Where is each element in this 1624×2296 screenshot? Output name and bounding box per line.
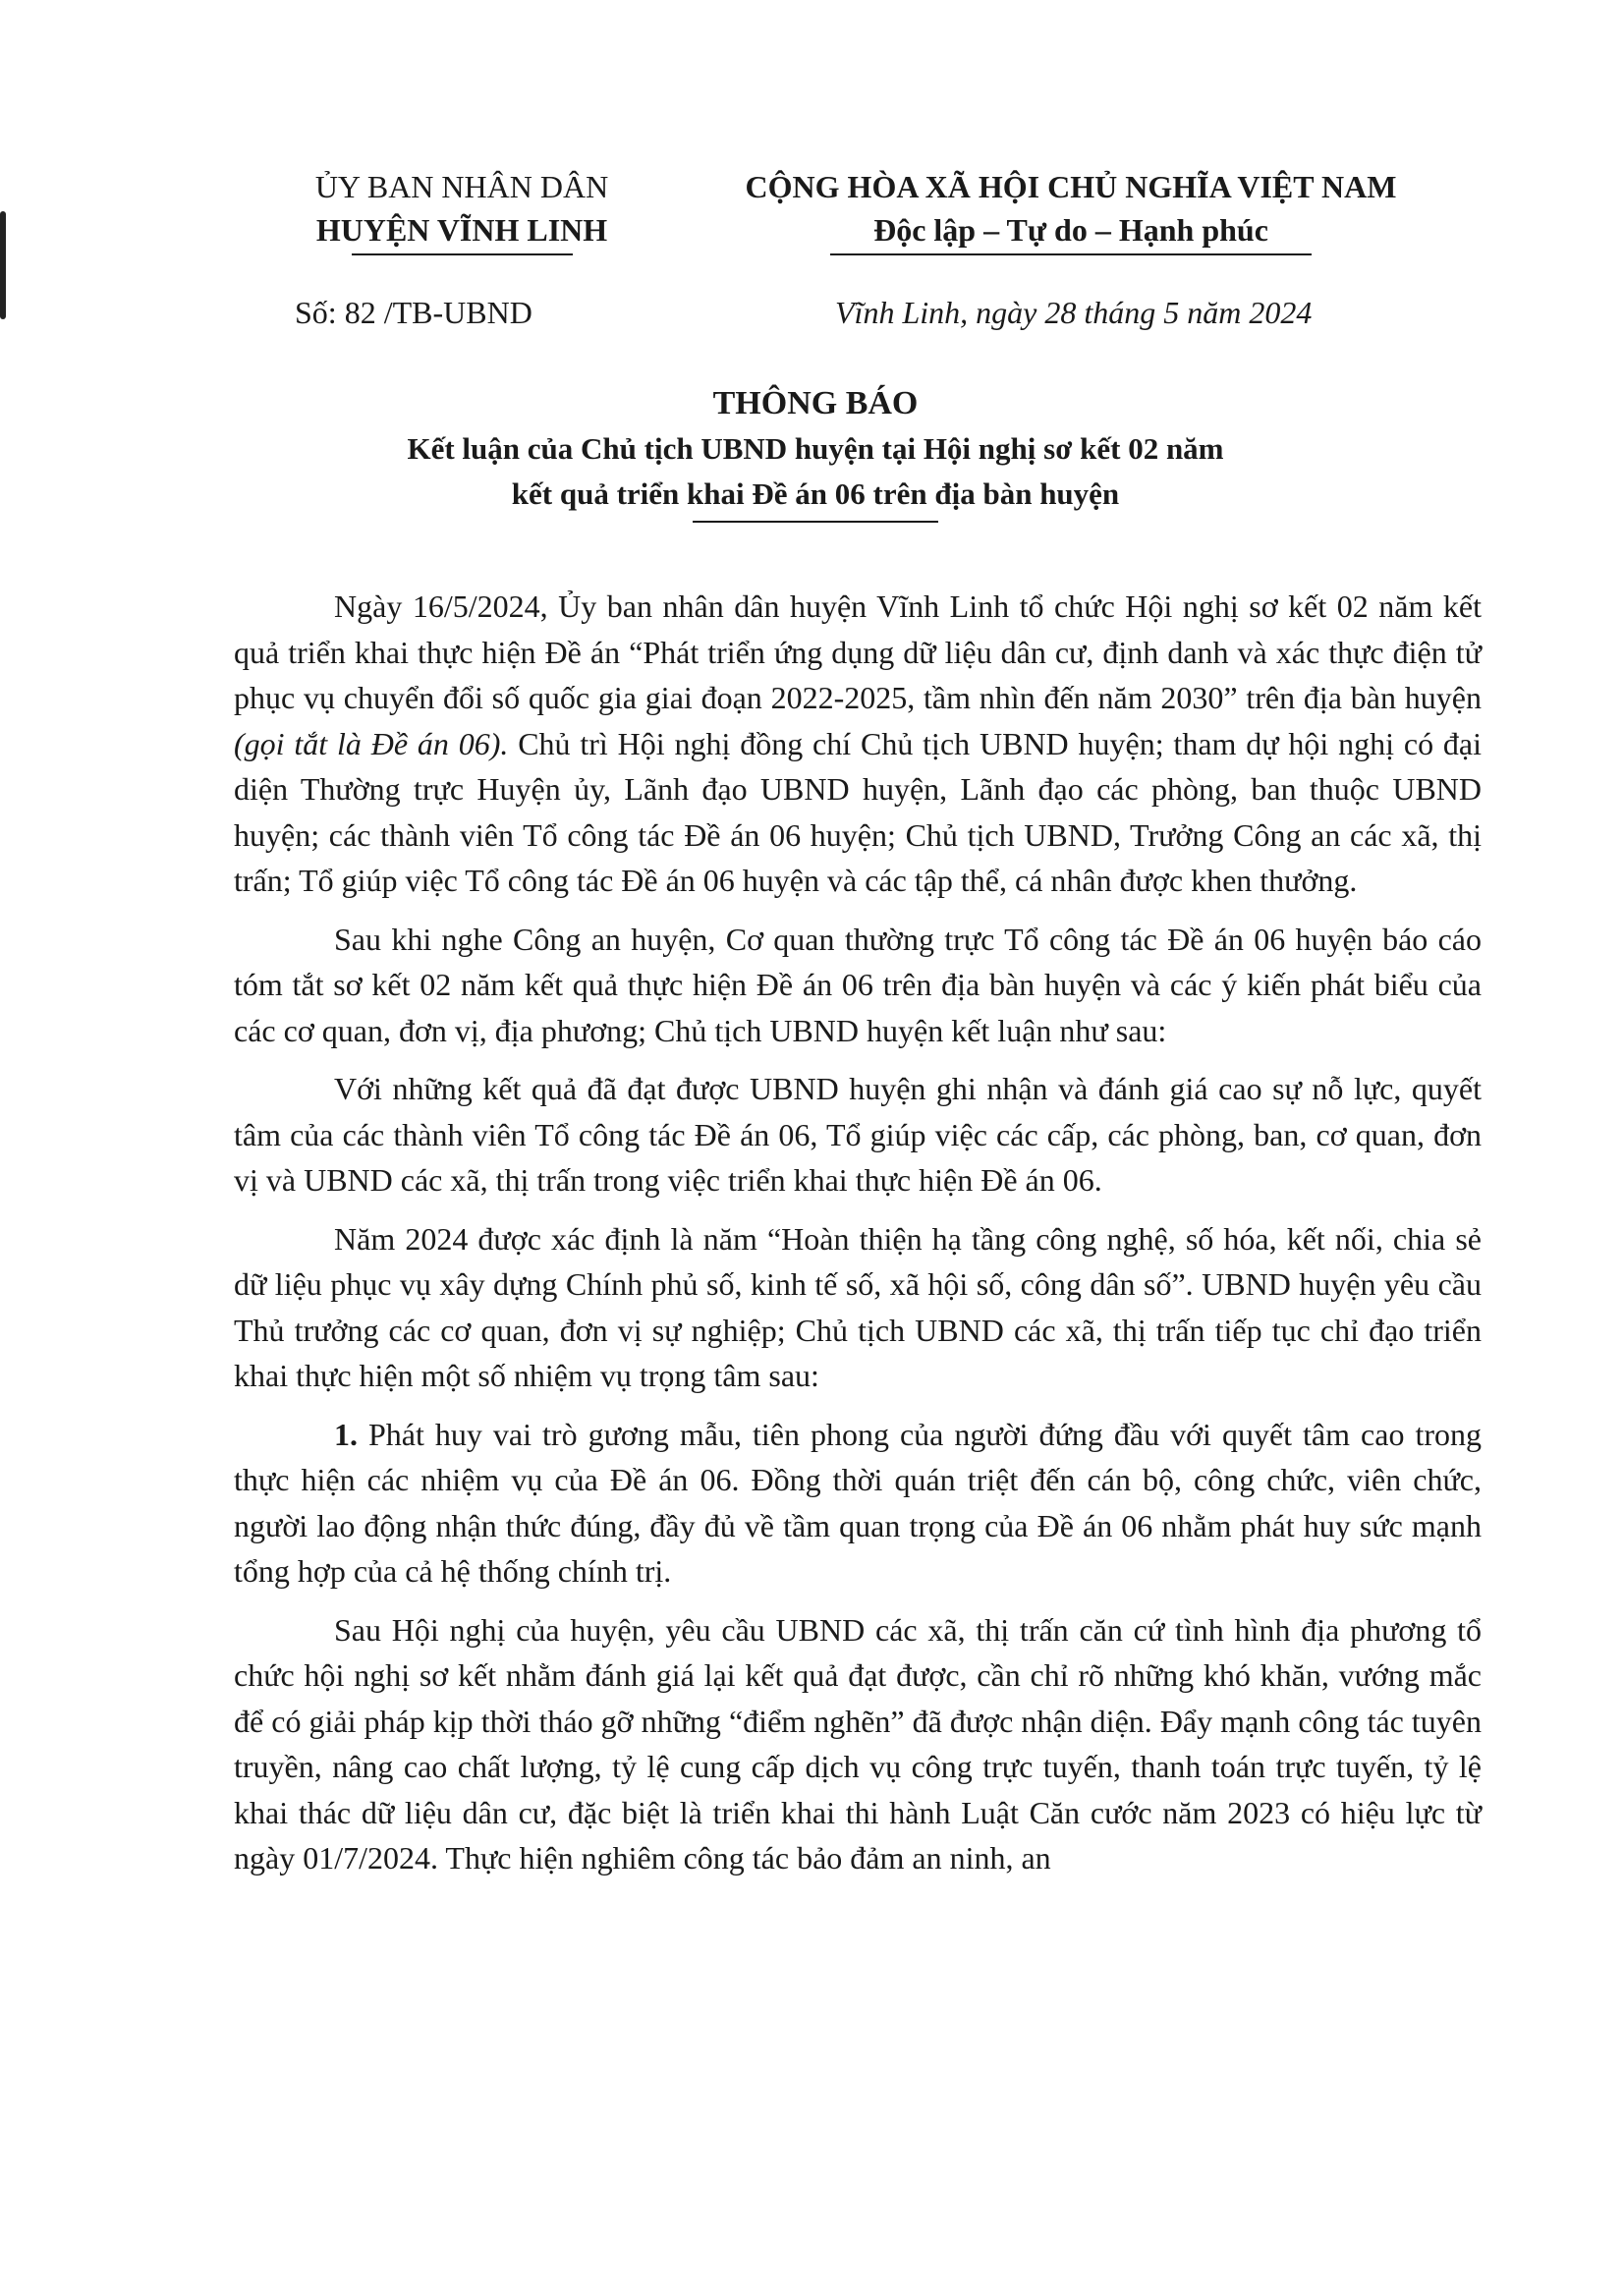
paragraph-3: Với những kết quả đã đạt được UBND huyện ghi nhận và đánh giá cao sự nỗ lực, quyết tâm của các thành viên Tổ công tác Đề án 06, Tổ giúp việc các cấp, các phòng, ban, cơ quan, đơn vị và UBND các xã, thị trấn trong việc triển khai thực hiện Đề án 06. bbox=[234, 1071, 1482, 1198]
agency-name: ỦY BAN NHÂN DÂN bbox=[314, 169, 609, 204]
title-block bbox=[236, 381, 1395, 523]
paragraph-1 bbox=[234, 584, 1482, 904]
document-body bbox=[234, 584, 1482, 1894]
paragraph-4: Năm 2024 được xác định là năm “Hoàn thiện hạ tầng công nghệ, số hóa, kết nối, chia sẻ dữ liệu phục vụ xây dựng Chính phủ số, kinh tế số, xã hội số, công dân số”. UBND huyện yêu cầu Thủ trưởng các cơ quan, đơn vị sự nghiệp; Chủ tịch UBND các xã, thị trấn tiếp tục chỉ đạo triển khai thực hiện một số nhiệm vụ trọng tâm sau: bbox=[234, 1220, 1482, 1393]
nation-motto: Độc lập – Tự do – Hạnh phúc bbox=[873, 212, 1268, 248]
nation-name: CỘNG HÒA XÃ HỘI CHỦ NGHĨA VIỆT NAM bbox=[745, 169, 1397, 204]
agency-district: HUYỆN VĨNH LINH bbox=[315, 212, 608, 248]
item-number: 1. bbox=[334, 1416, 358, 1452]
national-header bbox=[707, 165, 1434, 255]
paragraph-1-text-cont: Chủ trì Hội nghị đồng chí Chủ tịch UBND huyện; tham dự hội nghị có đại diện Thường trực Huyện ủy, Lãnh đạo UBND huyện, Lãnh đạo các phòng, ban thuộc UBND huyện; các thành viên Tổ công tác Đề án 06 huyện; Chủ tịch UBND, Trưởng Công an các xã, thị trấn; Tổ giúp việc Tổ công tác Đề án 06 huyện và các tập thể, cá nhân được khen thưởng. bbox=[234, 725, 1483, 898]
document-title: THÔNG BÁO bbox=[712, 385, 919, 421]
paragraph-2: Sau khi nghe Công an huyện, Cơ quan thường trực Tổ công tác Đề án 06 huyện báo cáo tóm tắt sơ kết 02 năm kết quả thực hiện Đề án 06 trên địa bàn huyện và các ý kiến phát biểu của các cơ quan, đơn vị, địa phương; Chủ tịch UBND huyện kết luận như sau: bbox=[234, 921, 1482, 1048]
motto-underline bbox=[830, 253, 1312, 255]
paragraph-5 bbox=[234, 1412, 1482, 1595]
document-date: Vĩnh Linh, ngày 28 tháng 5 năm 2024 bbox=[835, 295, 1313, 330]
scan-edge-mark bbox=[0, 211, 6, 319]
paragraph-1-text: Ngày 16/5/2024, Ủy ban nhân dân huyện Vĩnh Linh tổ chức Hội nghị sơ kết 02 năm kết quả triển khai thực hiện Đề án “Phát triển ứng dụng dữ liệu dân cư, định danh và xác thực điện tử phục vụ chuyển đổi số quốc gia giai đoạn 2022-2025, tầm nhìn đến năm 2030” trên địa bàn huyện bbox=[234, 588, 1482, 715]
agency-underline bbox=[352, 253, 573, 255]
paragraph-1-italic: (gọi tắt là Đề án 06). bbox=[234, 725, 509, 761]
title-underline bbox=[693, 521, 938, 523]
document-subtitle-line2: kết quả triển khai Đề án 06 trên địa bàn huyện bbox=[511, 476, 1120, 511]
agency-header bbox=[265, 165, 658, 255]
paragraph-5-text: Phát huy vai trò gương mẫu, tiên phong của người đứng đầu với quyết tâm cao trong thực hiện các nhiệm vụ của Đề án 06. Đồng thời quán triệt đến cán bộ, công chức, viên chức, người lao động nhận thức đúng, đầy đủ về tầm quan trọng của Đề án 06 nhằm phát huy sức mạnh tổng hợp của cả hệ thống chính trị. bbox=[234, 1416, 1482, 1589]
document-number: Số: 82 /TB-UBND bbox=[295, 295, 532, 330]
paragraph-6: Sau Hội nghị của huyện, yêu cầu UBND các xã, thị trấn căn cứ tình hình địa phương tổ chức hội nghị sơ kết nhằm đánh giá lại kết quả đạt được, cần chỉ rõ những khó khăn, vướng mắc để có giải pháp kịp thời tháo gỡ những “điểm nghẽn” đã được nhận diện. Đẩy mạnh công tác tuyên truyền, nâng cao chất lượng, tỷ lệ cung cấp dịch vụ công trực tuyến, thanh toán trực tuyến, tỷ lệ khai thác dữ liệu dân cư, đặc biệt là triển khai thi hành Luật Căn cước năm 2023 có hiệu lực từ ngày 01/7/2024. Thực hiện nghiêm công tác bảo đảm an ninh, an bbox=[234, 1611, 1482, 1876]
document-subtitle-line1: Kết luận của Chủ tịch UBND huyện tại Hội nghị sơ kết 02 năm bbox=[407, 431, 1224, 466]
